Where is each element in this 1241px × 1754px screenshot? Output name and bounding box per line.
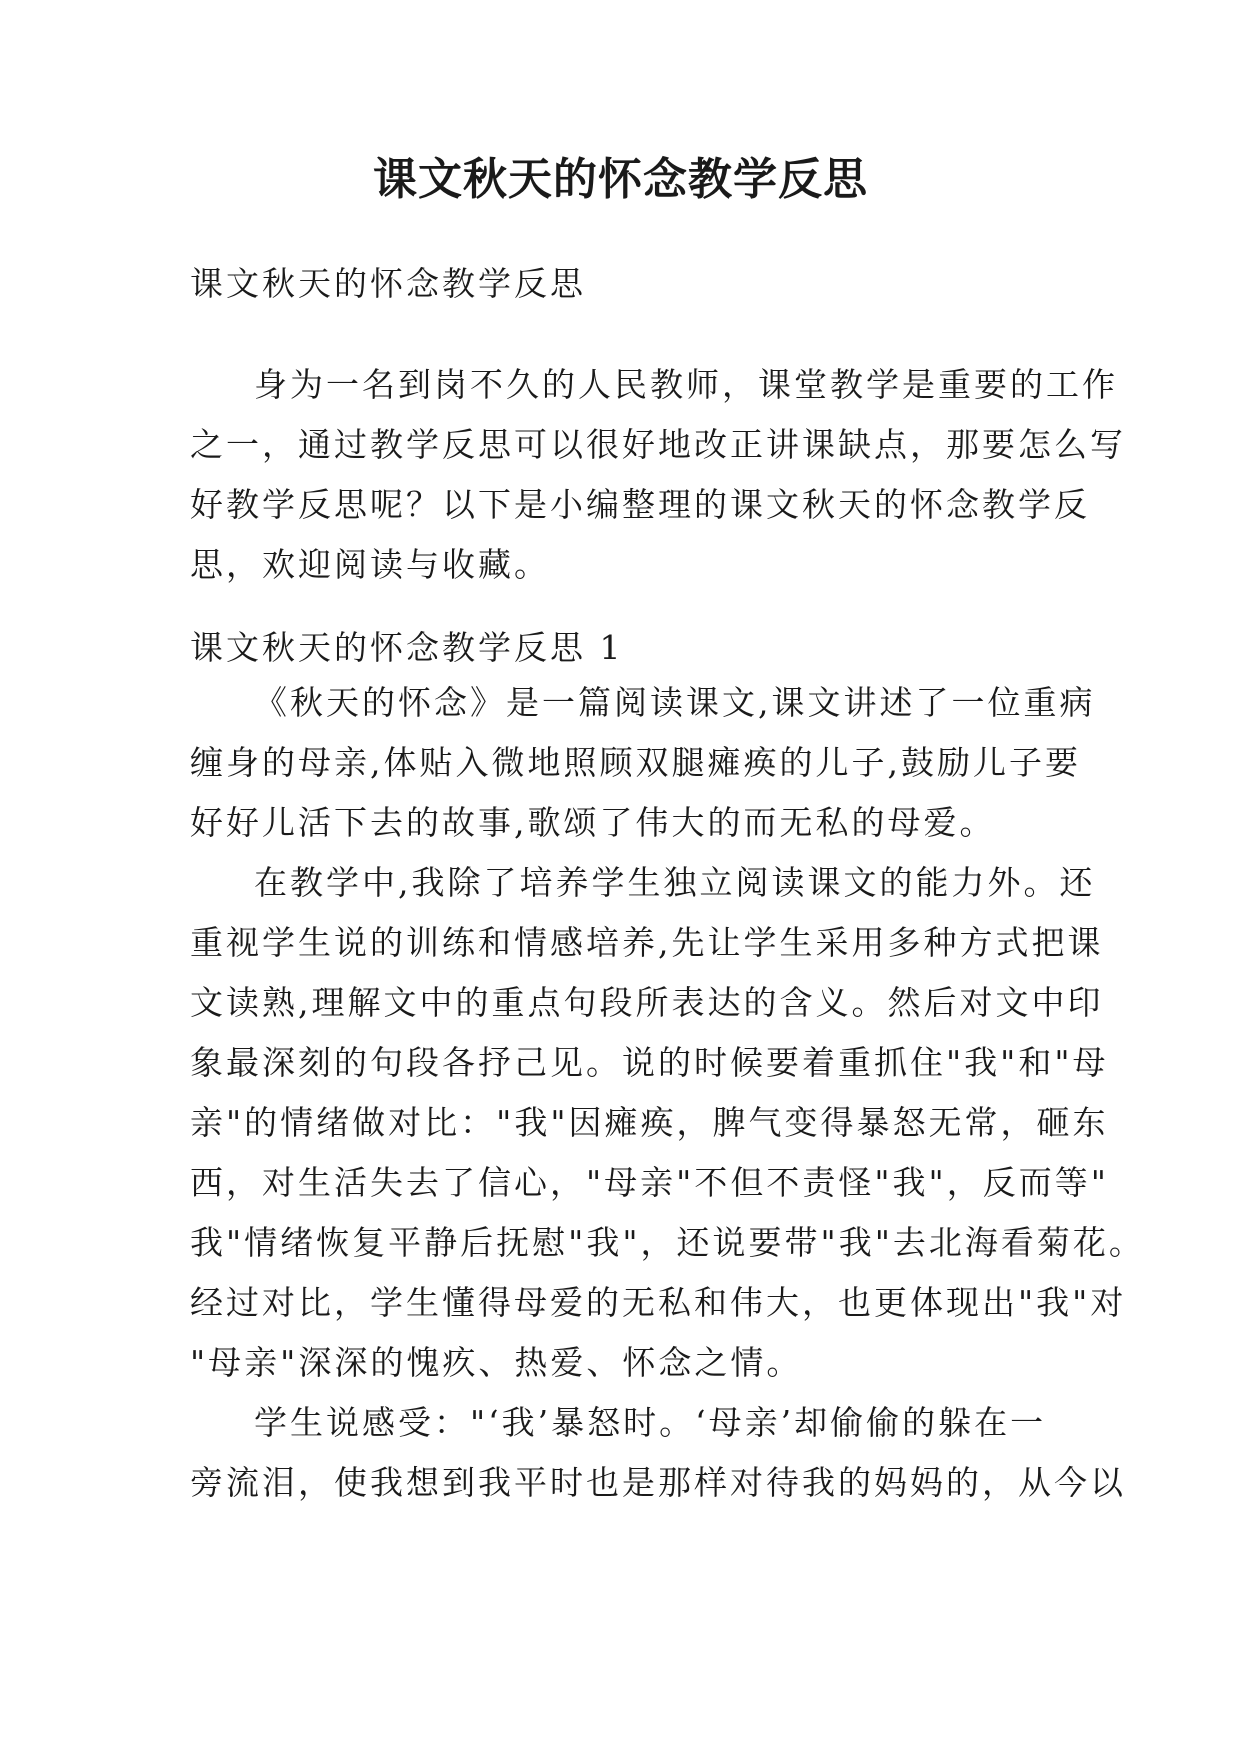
section-heading — [190, 618, 1070, 678]
subtitle-text: 课文秋天的怀念教学反思 — [190, 264, 586, 303]
body-line: 重视学生说的训练和情感培养,先让学生采用多种方式把课 — [190, 923, 1104, 962]
body-line: 《秋天的怀念》是一篇阅读课文,课文讲述了一位重病 — [254, 683, 1096, 722]
intro-paragraph — [190, 355, 1126, 595]
section-body — [190, 673, 1145, 1513]
body-line: 我"情绪恢复平静后抚慰"我"，还说要带"我"去北海看菊花。 — [190, 1223, 1145, 1262]
intro-line: 之一，通过教学反思可以很好地改正讲课缺点，那要怎么写 — [190, 425, 1126, 464]
body-line: 亲"的情绪做对比："我"因瘫痪，脾气变得暴怒无常，砸东 — [190, 1103, 1109, 1142]
body-line: 好好儿活下去的故事,歌颂了伟大的而无私的母爱。 — [190, 803, 996, 842]
body-line: 文读熟,理解文中的重点句段所表达的含义。然后对文中印 — [190, 983, 1104, 1022]
body-line: 在教学中,我除了培养学生独立阅读课文的能力外。还 — [254, 863, 1096, 902]
body-line: 缠身的母亲,体贴入微地照顾双腿瘫痪的儿子,鼓励儿子要 — [190, 743, 1081, 782]
body-line: 学生说感受："‘我’暴怒时。‘母亲’却偷偷的躲在一 — [254, 1403, 1047, 1442]
body-line: 西，对生活失去了信心，"母亲"不但不责怪"我"，反而等" — [190, 1163, 1109, 1202]
intro-line: 好教学反思呢？以下是小编整理的课文秋天的怀念教学反 — [190, 485, 1090, 524]
body-line: 旁流泪，使我想到我平时也是那样对待我的妈妈的，从今以 — [190, 1463, 1126, 1502]
intro-line: 思，欢迎阅读与收藏。 — [190, 545, 550, 584]
body-line: 象最深刻的句段各抒己见。说的时候要着重抓住"我"和"母 — [190, 1043, 1109, 1082]
document-subtitle — [190, 254, 1070, 314]
section-heading-text: 课文秋天的怀念教学反思 1 — [190, 628, 624, 667]
intro-line: 身为一名到岗不久的人民教师，课堂教学是重要的工作 — [254, 365, 1118, 404]
body-line: "母亲"深深的愧疚、热爱、怀念之情。 — [190, 1343, 803, 1382]
body-line: 经过对比，学生懂得母爱的无私和伟大，也更体现出"我"对 — [190, 1283, 1127, 1322]
page-title: 课文秋天的怀念教学反思 — [373, 154, 868, 205]
